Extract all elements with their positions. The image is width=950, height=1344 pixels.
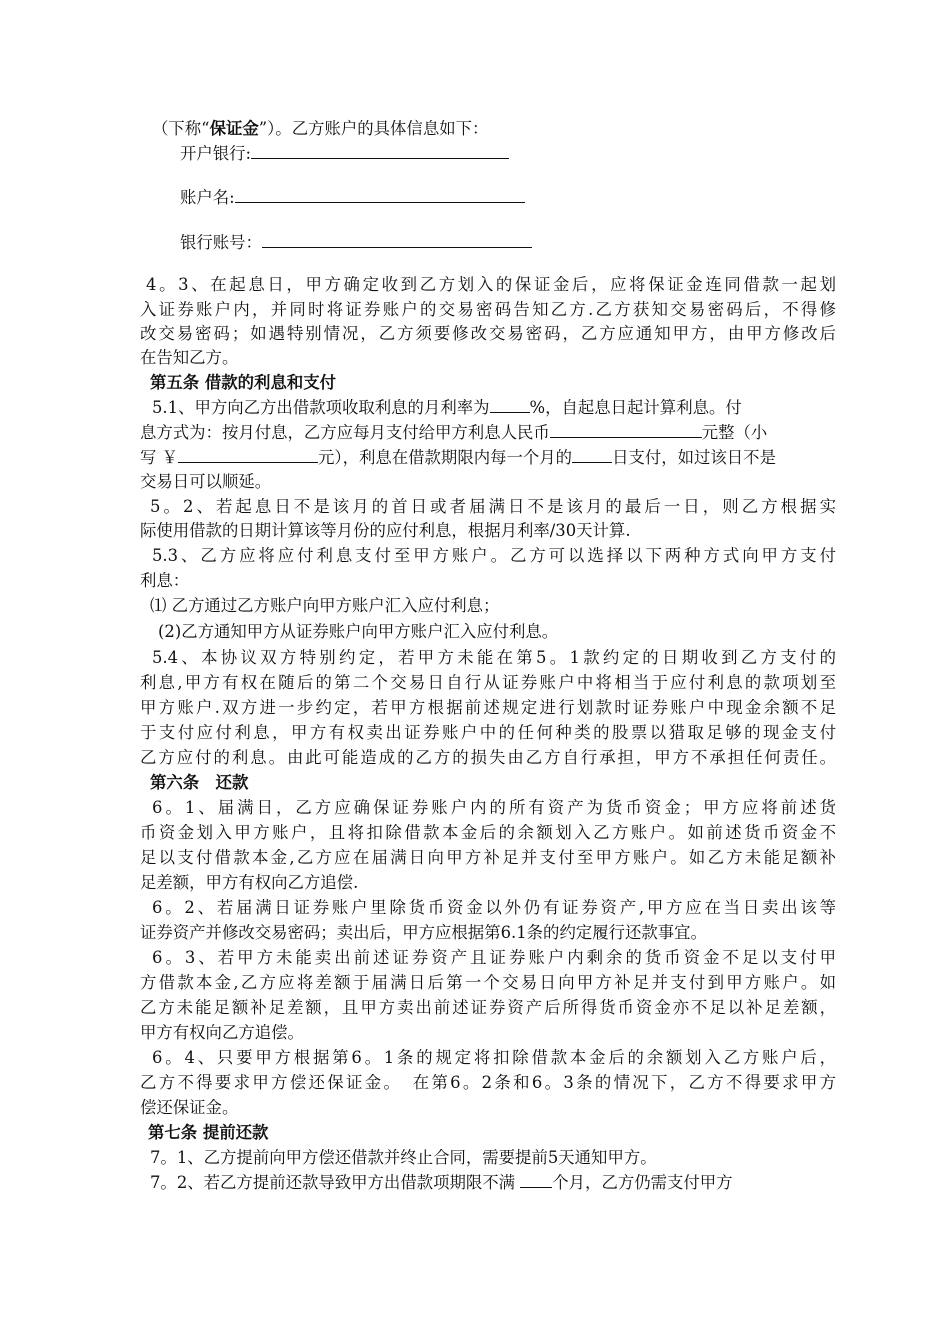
clause-7-2-line: 7。2、若乙方提前还款导致甲方出借款项期限不满 个月，乙方仍需支付甲方 xyxy=(150,1173,733,1192)
term-months-blank[interactable] xyxy=(520,1171,552,1188)
clause-5-2-line: 际使用借款的日期计算该等月份的应付利息，根据月利率/30天计算. xyxy=(140,521,631,540)
interest-figure-blank[interactable] xyxy=(178,446,318,463)
clause-5-3-option-2: (2)乙方通知甲方从证券账户向甲方账户汇入应付利息。 xyxy=(158,622,559,641)
clause-4-3-line: 改交易密码；如遇特别情况，乙方须要修改交易密码，乙方应通知甲方，由甲方修改后 xyxy=(140,324,836,343)
clause-5-1-line: 5.1、甲方向乙方出借款项收取利息的月利率为 %，自起息日起计算利息。付 xyxy=(152,398,742,417)
clause-6-4-line: 乙方不得要求甲方偿还保证金。 在第6。2条和6。3条的情况下，乙方不得要求甲方 xyxy=(140,1073,836,1092)
clause-5-1-line: 交易日可以顺延。 xyxy=(140,472,272,491)
clause-4-3-line: 4。3、在起息日，甲方确定收到乙方划入的保证金后，应将保证金连同借款一起划 xyxy=(146,275,836,294)
clause-5-3-line: 利息： xyxy=(140,571,190,590)
bank-label: 开户银行: xyxy=(180,144,252,163)
bank-field xyxy=(180,142,509,166)
clause-4-3-line: 入证券账户内，并同时将证券账户的交易密码告知乙方.乙方获知交易密码后，不得修 xyxy=(140,300,836,319)
clause-5-4-line: 5.4、本协议双方特别约定，若甲方未能在第5。1款约定的日期收到乙方支付的 xyxy=(152,648,836,667)
clause-6-3-line: 6。3、若甲方未能卖出前述证券资产且证券账户内剩余的货币资金不足以支付甲 xyxy=(152,948,836,967)
clause-5-4-line: 甲方账户.双方进一步约定，若甲方根据前述规定进行划款时证券账户中现金余额不足 xyxy=(140,698,836,717)
clause-5-1-line: 写 ￥ 元），利息在借款期限内每一个月的 日支付，如过该日不是 xyxy=(140,448,776,467)
clause-6-1-line: 6。1、届满日，乙方应确保证券账户内的所有资产为货币资金；甲方应将前述货 xyxy=(152,798,836,817)
monthly-rate-blank[interactable] xyxy=(490,396,530,413)
deposit-term: 保证金 xyxy=(209,119,259,138)
interest-amount-blank[interactable] xyxy=(550,421,702,438)
clause-6-3-line: 方借款本金,乙方应将差额于届满日后第一个交易日向甲方补足并支付到甲方账户。如 xyxy=(140,973,836,992)
clause-5-1-line: 息方式为：按月付息，乙方应每月支付给甲方利息人民币 元整（小 xyxy=(140,423,768,442)
clause-5-2-line: 5。2、若起息日不是该月的首日或者届满日不是该月的最后一日，则乙方根据实 xyxy=(150,497,836,516)
clause-7-1-line: 7。1、乙方提前向甲方偿还借款并终止合同，需要提前5天通知甲方。 xyxy=(150,1148,657,1167)
article-6-heading: 第六条 还款 xyxy=(150,773,249,792)
article-7-heading: 第七条 提前还款 xyxy=(148,1123,269,1142)
clause-5-4-line: 利息,甲方有权在随后的第二个交易日自行从证券账户中将相当于应付利息的款项划至 xyxy=(140,673,836,692)
clause-5-3-line: 5.3、乙方应将应付利息支付至甲方账户。乙方可以选择以下两种方式向甲方支付 xyxy=(152,546,836,565)
clause-6-3-line: 甲方有权向乙方追偿。 xyxy=(140,1023,304,1042)
clause-6-3-line: 乙方未能足额补足差额，且甲方卖出前述证券资产后所得货币资金亦不足以补足差额， xyxy=(140,998,836,1017)
payment-day-blank[interactable] xyxy=(572,446,612,463)
clause-6-4-line: 偿还保证金。 xyxy=(140,1098,239,1117)
article-5-heading: 第五条 借款的利息和支付 xyxy=(150,373,337,392)
account-number-label: 银行账号： xyxy=(180,233,262,252)
clause-5-3-option-1: ⑴ 乙方通过乙方账户向甲方账户汇入应付利息； xyxy=(150,596,500,615)
account-name-field xyxy=(180,186,525,210)
deposit-intro-line: （下称“保证金”）。乙方账户的具体信息如下： xyxy=(152,119,489,138)
account-number-blank[interactable] xyxy=(262,231,532,248)
clause-5-4-line: 乙方应付的利息。由此可能造成的乙方的损失由乙方自行承担，甲方不承担任何责任。 xyxy=(140,748,836,767)
clause-6-1-line: 足差额，甲方有权向乙方追偿. xyxy=(140,873,359,892)
clause-6-1-line: 足以支付借款本金,乙方应在届满日向甲方补足并支付至甲方账户。如乙方未能足额补 xyxy=(140,848,836,867)
account-name-label: 账户名: xyxy=(180,188,235,207)
clause-5-4-line: 于支付应付利息，甲方有权卖出证券账户中的任何种类的股票以猎取足够的现金支付 xyxy=(140,723,836,742)
bank-blank[interactable] xyxy=(251,142,509,159)
clause-6-2-line: 证券资产并修改交易密码；卖出后，甲方应根据第6.1条的约定履行还款事宜。 xyxy=(140,923,707,942)
clause-6-1-line: 币资金划入甲方账户，且将扣除借款本金后的余额划入乙方账户。如前述货币资金不 xyxy=(140,823,836,842)
account-number-field xyxy=(180,231,532,255)
clause-6-4-line: 6。4、只要甲方根据第6。1条的规定将扣除借款本金后的余额划入乙方账户后， xyxy=(152,1048,836,1067)
account-name-blank[interactable] xyxy=(235,186,525,203)
clause-4-3-line: 在告知乙方。 xyxy=(140,348,239,367)
clause-6-2-line: 6。2、若届满日证券账户里除货币资金以外仍有证券资产,甲方应在当日卖出该等 xyxy=(152,898,836,917)
